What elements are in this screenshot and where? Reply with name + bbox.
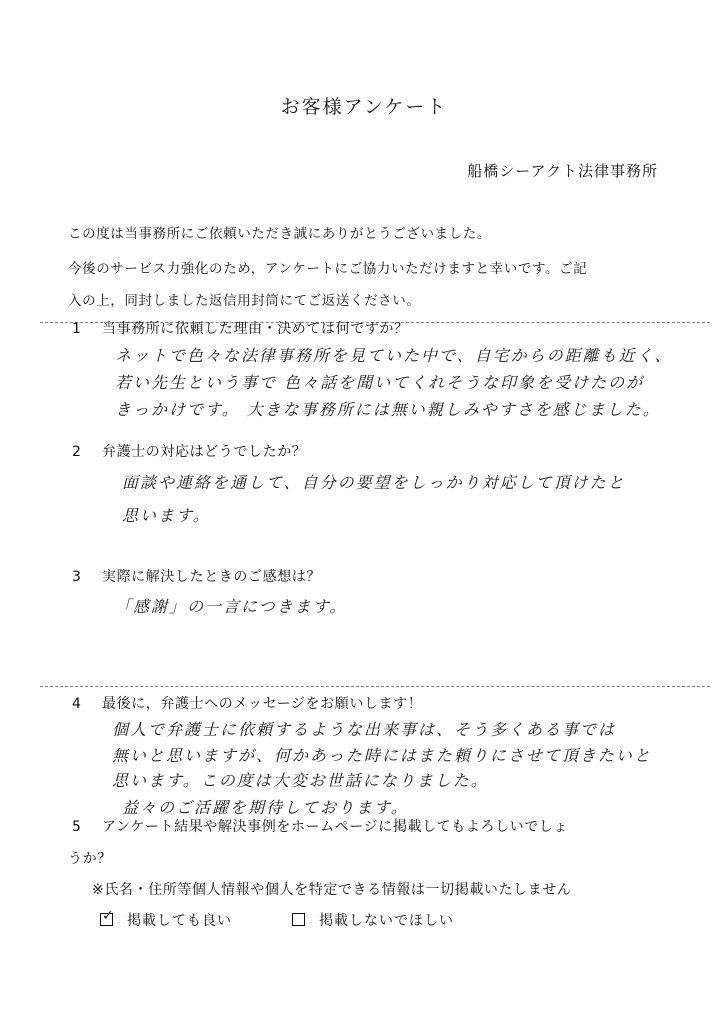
checkbox-checked[interactable] (100, 908, 115, 926)
intro-line-1: この度は当事務所にご依頼いただき誠にありがとうございました。 (68, 226, 491, 242)
question-text: 最後に，弁護士へのメッセージをお願いします！ (102, 696, 423, 712)
option-label: 掲載しないでほしい (319, 913, 454, 929)
intro-line-2: 今後のサービス力強化のため，アンケートにご協力いただけますと幸いです。ご記 (68, 261, 588, 277)
question-4 (72, 693, 422, 713)
question-text: 実際に解決したときのご感想は？ (102, 569, 321, 585)
answer-2-line-1: 面談や連絡を通して、自分の要望をしっかり対応して頂けたと (122, 473, 626, 492)
question-2 (72, 441, 306, 461)
answer-3-line-1: 「感謝」の一言につきます。 (115, 597, 348, 616)
answer-1-line-3: きっかけです。 大きな事務所には無い親しみやすさを感じました。 (115, 400, 661, 419)
question-number: 1 (72, 321, 82, 337)
question-text: 弁護士の対応はどうでしたか？ (102, 444, 307, 460)
answer-4-line-3: 思います。この度は大変お世話になりました。 (112, 771, 489, 790)
scan-artifact-line (40, 686, 710, 687)
document-title: お客様アンケート (280, 96, 448, 118)
option-publish-ok[interactable] (100, 910, 232, 930)
question-text: 当事務所に依頼した理由・決めては何ですか？ (102, 321, 409, 337)
question-5-continued: うか？ (68, 851, 112, 867)
checkbox-unchecked[interactable] (292, 913, 305, 926)
question-number: 5 (72, 819, 82, 835)
answer-1-line-2: 若い先生という事で 色々話を聞いてくれそうな印象を受けたのが (115, 373, 645, 392)
option-label: 掲載しても良い (127, 913, 232, 929)
answer-1-line-1: ネットで色々な法律事務所を見ていた中で、自宅からの距離も近く、 (115, 346, 673, 365)
question-number: 2 (72, 444, 82, 460)
answer-4-line-4: 益々のご活躍を期待しております。 (122, 798, 409, 817)
check-mark-icon: ✓ (102, 908, 115, 924)
question-text: アンケート結果や解決事例をホームページに掲載してもよろしいでしょ (102, 819, 569, 835)
question-5 (72, 816, 568, 836)
question-1 (72, 318, 409, 338)
privacy-note: ※氏名・住所等個人情報や個人を特定できる情報は一切掲載いたしません (92, 882, 572, 898)
question-3 (72, 566, 321, 586)
option-publish-no[interactable] (292, 910, 454, 930)
answer-4-line-1: 個人で弁護士に依頼するような出来事は、そう多くある事では (112, 720, 617, 739)
law-office-name: 船橋シーアクト法律事務所 (467, 162, 658, 180)
answer-4-line-2: 無いと思いますが、何かあった時にはまた頼りにさせて頂きたいと (112, 746, 652, 765)
answer-2-line-2: 思います。 (122, 506, 211, 525)
intro-line-3: 入の上，同封しました返信用封筒にてご返送ください。 (68, 293, 421, 309)
question-number: 4 (72, 696, 82, 712)
question-number: 3 (72, 569, 82, 585)
